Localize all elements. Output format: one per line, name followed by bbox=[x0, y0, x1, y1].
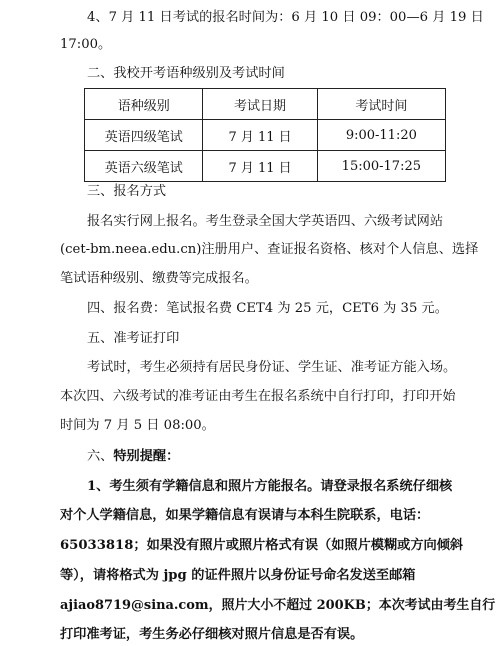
section2-heading: 二、我校开考语种级别及考试时间 bbox=[87, 66, 285, 81]
table-cell: 9:00-11:20 bbox=[317, 120, 445, 151]
section6-line: ajiao8719@sina.com，照片大小不超过 200KB；本次考试由考生自行 bbox=[60, 598, 496, 613]
section3-line: 笔试语种级别、缴费等完成报名。 bbox=[60, 271, 258, 286]
table-row bbox=[85, 151, 446, 182]
section6-heading bbox=[87, 448, 179, 466]
section5-line: 考试时，考生必须持有居民身份证、学生证、准考证方能入场。 bbox=[87, 360, 457, 375]
section3-line: 报名实行网上报名。考生登录全国大学英语四、六级考试网站 bbox=[87, 214, 444, 229]
table-cell: 7 月 11 日 bbox=[203, 120, 317, 151]
section5-line: 本次四、六级考试的准考证由考生在报名系统中自行打印，打印开始 bbox=[60, 389, 456, 404]
table-header-row bbox=[85, 89, 446, 120]
section6-heading-bold: 特别提醒： bbox=[113, 449, 180, 464]
table-cell: 英语四级笔试 bbox=[85, 120, 203, 151]
section6-line: 65033818；如果没有照片或照片格式有误（如照片模糊或方向倾斜 bbox=[60, 538, 464, 553]
section3-line: (cet-bm.neea.edu.cn)注册用户、查证报名资格、核对个人信息、选择 bbox=[60, 242, 479, 257]
table-cell: 15:00-17:25 bbox=[317, 151, 445, 182]
table-header-cell: 考试日期 bbox=[203, 89, 317, 120]
table-cell: 7 月 11 日 bbox=[203, 151, 317, 182]
para4-line1: 4、7 月 11 日考试的报名时间为：6 月 10 日 09：00—6 月 19 日 bbox=[87, 10, 484, 25]
section6-line: 对个人学籍信息，如果学籍信息有误请与本科生院联系，电话： bbox=[60, 508, 430, 523]
table-header-cell: 语种级别 bbox=[85, 89, 203, 120]
section6-line: 打印准考证，考生务必仔细核对照片信息是否有误。 bbox=[60, 627, 364, 642]
exam-schedule-table bbox=[84, 88, 446, 182]
section3-heading: 三、报名方式 bbox=[87, 184, 167, 199]
table-header-cell: 考试时间 bbox=[317, 89, 445, 120]
section6-line: 1、考生须有学籍信息和照片方能报名。请登录报名系统仔细核 bbox=[87, 479, 453, 494]
para4-line2: 17:00。 bbox=[60, 37, 112, 52]
table-row bbox=[85, 120, 446, 151]
section4-fee-line: 四、报名费：笔试报名费 CET4 为 25 元，CET6 为 35 元。 bbox=[87, 301, 448, 316]
section6-line: 等），请将格式为 jpg 的证件照片以身份证号命名发送至邮箱 bbox=[60, 568, 416, 583]
table-cell: 英语六级笔试 bbox=[85, 151, 203, 182]
section6-heading-prefix: 六、 bbox=[87, 449, 114, 464]
section5-heading: 五、准考证打印 bbox=[87, 331, 180, 346]
section5-line: 时间为 7 月 5 日 08:00。 bbox=[60, 418, 215, 433]
